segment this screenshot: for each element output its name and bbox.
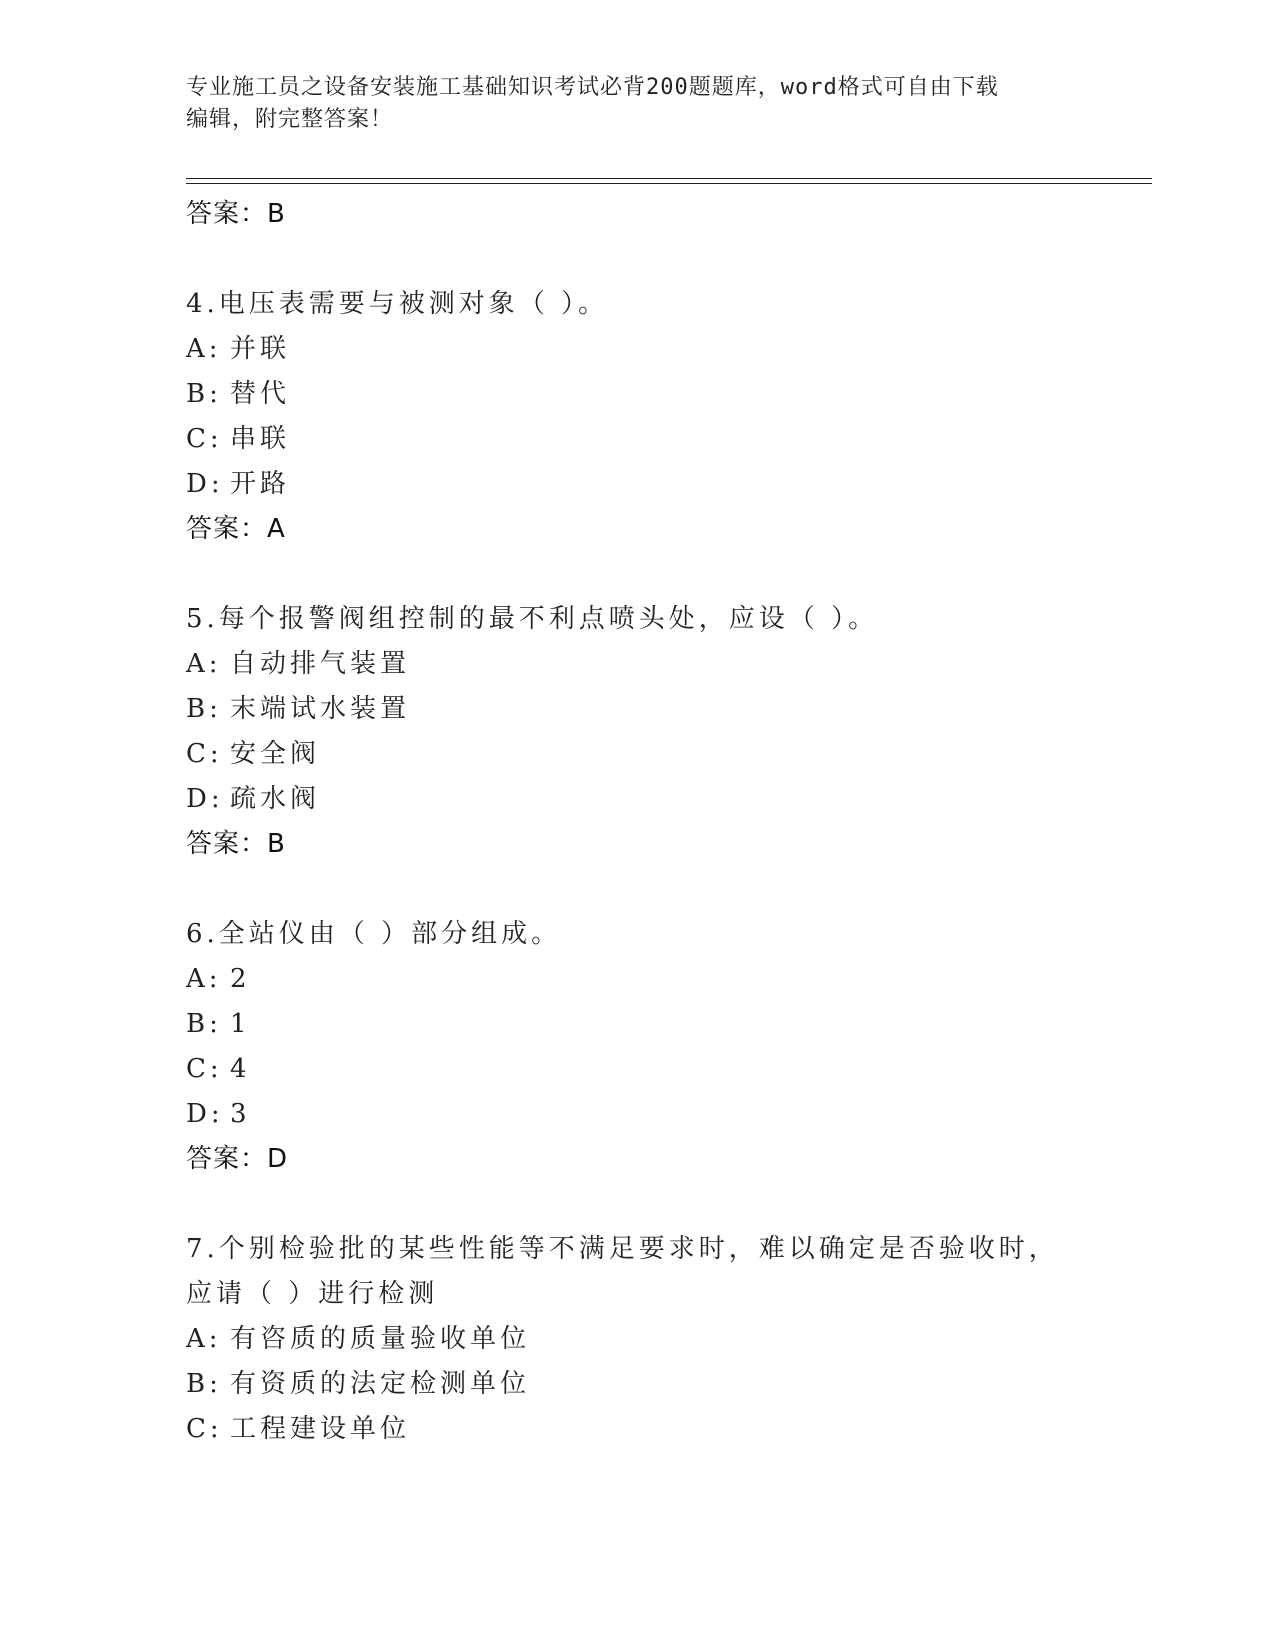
question-stem: 6.全站仪由（ ）部分组成。 [186,919,562,949]
option-b [186,1362,1086,1407]
question-block-7 [186,1227,1086,1452]
option-key: A: [186,964,222,994]
option-text: 串联 [230,424,291,454]
option-text: 有资质的法定检测单位 [230,1369,531,1399]
question-stem: 5.每个报警阀组控制的最不利点喷头处，应设（ ）。 [186,604,879,634]
option-c [186,1047,1086,1092]
option-text: 开路 [230,469,291,499]
header-line-1: 专业施工员之设备安装施工基础知识考试必背200题题库，word格式可自由下载 [186,75,999,100]
option-text: 2 [230,964,251,994]
option-key: B: [186,1009,222,1039]
option-key: C: [186,739,223,769]
option-text: 1 [230,1009,251,1039]
answer-line: 答案：B [186,829,286,859]
option-text: 并联 [230,334,291,364]
header-double-rule [186,178,1152,184]
option-b [186,372,1086,417]
answer-line-q3: 答案：B [186,199,286,229]
option-text: 疏水阀 [230,784,321,814]
option-a [186,1317,1086,1362]
option-key: C: [186,1414,223,1444]
option-text: 替代 [230,379,291,409]
option-d [186,462,1086,507]
option-text: 末端试水装置 [230,694,411,724]
option-key: A: [186,1324,222,1354]
option-key: B: [186,694,222,724]
option-a [186,957,1086,1002]
spacer [186,1181,1086,1227]
option-text: 4 [230,1054,251,1084]
option-d [186,1092,1086,1137]
option-b [186,1002,1086,1047]
spacer [186,236,1086,282]
question-block-5 [186,597,1086,866]
option-key: D: [186,469,224,499]
question-stem: 4.电压表需要与被测对象（ ）。 [186,289,609,319]
document-header [186,72,1086,136]
option-key: C: [186,424,223,454]
option-key: A: [186,334,222,364]
option-text: 有咨质的质量验收单位 [230,1324,531,1354]
option-key: B: [186,1369,222,1399]
spacer [186,866,1086,912]
option-key: D: [186,1099,224,1129]
option-c [186,732,1086,777]
question-block-4 [186,282,1086,551]
option-text: 安全阀 [230,739,321,769]
answer-line: 答案：A [186,514,286,544]
spacer [186,551,1086,597]
option-b [186,687,1086,732]
option-c [186,417,1086,462]
option-a [186,642,1086,687]
option-key: C: [186,1054,223,1084]
option-key: A: [186,649,222,679]
question-stem: 7.个别检验批的某些性能等不满足要求时，难以确定是否验收时，应请（ ）进行检测 [186,1234,1059,1309]
option-d [186,777,1086,822]
option-text: 工程建设单位 [230,1414,411,1444]
option-text: 3 [230,1099,251,1129]
option-key: B: [186,379,222,409]
option-c [186,1407,1086,1452]
answer-line: 答案：D [186,1144,289,1174]
header-line-2: 编辑，附完整答案！ [186,107,394,132]
question-block-6 [186,912,1086,1181]
question-list [186,192,1086,1452]
option-a [186,327,1086,372]
option-key: D: [186,784,224,814]
option-text: 自动排气装置 [230,649,411,679]
